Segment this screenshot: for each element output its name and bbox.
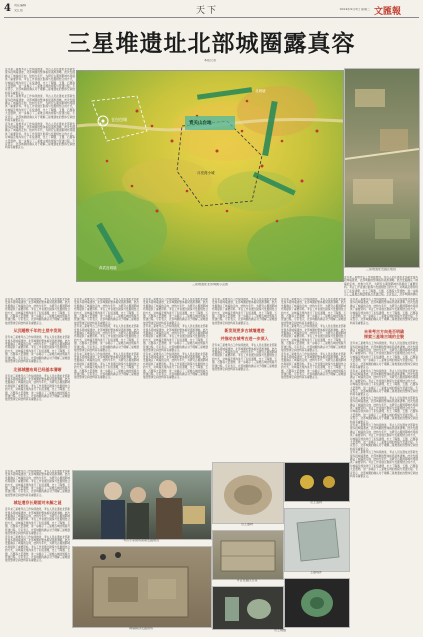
body-text: 近年来三星堆考古工作持续推进，考古人员在遗址北部新发现多段城墙遗迹，北部城圈的整体格局逐渐清晰。此次发掘确认了城墙的走向、结构与年代，为研究古蜀国都城布局提供了重要资料。考古工作者通过勘探与发掘相结合的方式，对城墙及壕沟进行了系统清理，出土了陶器、玉器、石器等大量遗物，进一步揭示了三星堆古城的规模与营建过程。专家表示，北部城圈的确认对于理解三星堆遗址的整体空间结构具有重要意义。	[74, 298, 139, 325]
body-text: 近年来三星堆考古工作持续推进，考古人员在遗址北部新发现多段城墙遗迹，北部城圈的整体格局逐渐清晰。此次发掘确认了城墙的走向、结构与年代，为研究古蜀国都城布局提供了重要资料。考古工作者通过勘探与发掘相结合的方式，对城墙及壕沟进行了系统清理，出土了陶器、玉器、石器等大量遗物，进一步揭示了三星堆古城的规模与营建过程。专家表示，北部城圈的确认对于理解三星堆遗址的整体空间结构具有重要意义。	[212, 344, 277, 372]
subheading: 并推动古城考古进一步深入	[220, 336, 269, 342]
artifact-graphic-1	[213, 463, 283, 523]
body-text: 近年来三星堆考古工作持续推进，考古人员在遗址北部新发现多段城墙遗迹，北部城圈的整体格局逐渐清晰。此次发掘确认了城墙的走向、结构与年代，为研究古蜀国都城布局提供了重要资料。考古工作者通过勘探与发掘相结合的方式，对城墙及壕沟进行了系统清理，出土了陶器、玉器、石器等大量遗物，进一步揭示了三星堆古城的规模与营建过程。专家表示，北部城圈的确认对于理解三星堆遗址的整体空间结构具有重要意义。	[350, 298, 418, 325]
masthead-logo: 文匯報	[374, 7, 402, 17]
section-title: 天下	[196, 6, 219, 16]
column-4	[212, 298, 277, 468]
byline: 本报记者	[203, 59, 216, 62]
header-left-info	[14, 4, 74, 8]
body-text: 近年来三星堆考古工作持续推进，考古人员在遗址北部新发现多段城墙遗迹，北部城圈的整体格局逐渐清晰。此次发掘确认了城墙的走向、结构与年代，为研究古蜀国都城布局提供了重要资料。考古工作者通过勘探与发掘相结合的方式，对城墙及壕沟进行了系统清理，出土了陶器、玉器、石器等大量遗物，进一步揭示了三星堆古城的规模与营建过程。专家表示，北部城圈的确认对于理解三星堆遗址的整体空间结构具有重要意义。	[212, 298, 277, 325]
header-left-info-2	[14, 9, 74, 13]
body-text: 近年来三星堆考古工作持续推进，考古人员在遗址北部新发现多段城墙遗迹，北部城圈的整体格局逐渐清晰。此次发掘确认了城墙的走向、结构与年代，为研究古蜀国都城布局提供了重要资料。考古工作者通过勘探与发掘相结合的方式，对城墙及壕沟进行了系统清理，出土了陶器、玉器、石器等大量遗物，进一步揭示了三星堆古城的规模与营建过程。专家表示，北部城圈的确认对于理解三星堆遗址的整体空间结构具有重要意义。	[143, 298, 208, 325]
body-text: 近年来三星堆考古工作持续推进，考古人员在遗址北部新发现多段城墙遗迹，北部城圈的整体格局逐渐清晰。此次发掘确认了城墙的走向、结构与年代，为研究古蜀国都城布局提供了重要资料。考古工作者通过勘探与发掘相结合的方式，对城墙及壕沟进行了系统清理，出土了陶器、玉器、石器等大量遗物，进一步揭示了三星堆古城的规模与营建过程。专家表示，北部城圈的确认对于理解三星堆遗址的整体空间结构具有重要意义。	[74, 352, 139, 380]
map-label-qingguanshan: 青关山台地	[189, 121, 212, 126]
map-label-cangbaobao: 仓包包城	[111, 117, 127, 122]
body-text: 近年来三星堆考古工作持续推进，考古人员在遗址北部新发现多段城墙遗迹，北部城圈的整体格局逐渐清晰。此次发掘确认了城墙的走向、结构与年代，为研究古蜀国都城布局提供了重要资料。考古工作者通过勘探与发掘相结合的方式，对城墙及壕沟进行了系统清理，出土了陶器、玉器、石器等大量遗物，进一步揭示了三星堆古城的规模与营建过程。专家表示，北部城圈的确认对于理解三星堆遗址的整体空间结构具有重要意义。	[5, 95, 75, 123]
subheading: 未来考古方向是否明确	[364, 329, 404, 335]
subheading: 北部城圈布局已经基本清晰	[13, 366, 62, 372]
body-text: 近年来三星堆考古工作持续推进，考古人员在遗址北部新发现多段城墙遗迹，北部城圈的整体格局逐渐清晰。此次发掘确认了城墙的走向、结构与年代，为研究古蜀国都城布局提供了重要资料。考古工作者通过勘探与发掘相结合的方式，对城墙及壕沟进行了系统清理，出土了陶器、玉器、石器等大量遗物，进一步揭示了三星堆古城的规模与营建过程。专家表示，北部城圈的确认对于理解三星堆遗址的整体空间结构具有重要意义。	[350, 342, 418, 370]
body-text: 近年来三星堆考古工作持续推进，考古人员在遗址北部新发现多段城墙遗迹，北部城圈的整体格局逐渐清晰。此次发掘确认了城墙的走向、结构与年代，为研究古蜀国都城布局提供了重要资料。考古工作者通过勘探与发掘相结合的方式，对城墙及壕沟进行了系统清理，出土了陶器、玉器、石器等大量遗物，进一步揭示了三星堆古城的规模与营建过程。专家表示，北部城圈的确认对于理解三星堆遗址的整体空间结构具有重要意义。	[5, 470, 70, 497]
subheading: 新发现更多古城墙遗迹	[224, 328, 265, 334]
map-graphic	[77, 71, 343, 281]
right-column-mid	[344, 276, 418, 296]
column-1-bottom	[5, 470, 70, 633]
photo-artifact-1	[212, 462, 284, 524]
body-text: 近年来三星堆考古工作持续推进，考古人员在遗址北部新发现多段城墙遗迹，北部城圈的整体格局逐渐清晰。此次发掘确认了城墙的走向、结构与年代，为研究古蜀国都城布局提供了重要资料。考古工作者通过勘探与发掘相结合的方式，对城墙及壕沟进行了系统清理，出土了陶器、玉器、石器等大量遗物，进一步揭示了三星堆古城的规模与营建过程。专家表示，北部城圈的确认对于理解三星堆遗址的整体空间结构具有重要意义。	[143, 325, 208, 353]
page-header	[0, 0, 423, 20]
map-caption: 三星堆遗址北部城圈示意图	[191, 283, 228, 286]
map-label-yueliangwan: 月亮湾小城	[197, 171, 215, 175]
aerial-caption: 三星堆遗址发掘区航拍	[365, 268, 396, 271]
photo-green-artifact	[284, 578, 350, 628]
map-label-zhenwugong: 真武宫城墙	[99, 266, 117, 270]
photo-excavation-pit	[72, 546, 212, 628]
subheading: 城址遗存长期面对未解之谜	[13, 500, 62, 506]
photo-caption-artifact-2: 出土遗物	[309, 501, 322, 504]
left-column-top	[5, 68, 75, 300]
photo-caption-artifact-1: 出土器物	[240, 523, 253, 526]
excavation-graphic	[73, 547, 211, 627]
headline: 三星堆遗址北部城圈露真容	[67, 30, 356, 57]
photo-jade	[284, 508, 350, 572]
column-2	[74, 298, 139, 468]
photo-caption-jade: 玉器残件	[309, 571, 322, 574]
body-text: 近年来三星堆考古工作持续推进，考古人员在遗址北部新发现多段城墙遗迹，北部城圈的整体格局逐渐清晰。此次发掘确认了城墙的走向、结构与年代，为研究古蜀国都城布局提供了重要资料。考古工作者通过勘探与发掘相结合的方式，对城墙及壕沟进行了系统清理，出土了陶器、玉器、石器等大量遗物，进一步揭示了三星堆古城的规模与营建过程。专家表示，北部城圈的确认对于理解三星堆遗址的整体空间结构具有重要意义。	[350, 396, 418, 424]
aerial-graphic	[345, 69, 419, 267]
body-text: 近年来三星堆考古工作持续推进，考古人员在遗址北部新发现多段城墙遗迹，北部城圈的整体格局逐渐清晰。此次发掘确认了城墙的走向、结构与年代，为研究古蜀国都城布局提供了重要资料。考古工作者通过勘探与发掘相结合的方式，对城墙及壕沟进行了系统清理，出土了陶器、玉器、石器等大量遗物，进一步揭示了三星堆古城的规模与营建过程。专家表示，北部城圈的确认对于理解三星堆遗址的整体空间结构具有重要意义。	[350, 451, 418, 479]
artifact-graphic-2	[285, 463, 349, 501]
jade-graphic	[285, 509, 349, 571]
header-editor-label: 责任编辑	[14, 4, 27, 7]
body-text: 近年来三星堆考古工作持续推进，考古人员在遗址北部新发现多段城墙遗迹，北部城圈的整体格局逐渐清晰。此次发掘确认了城墙的走向、结构与年代，为研究古蜀国都城布局提供了重要资料。考古工作者通过勘探与发掘相结合的方式，对城墙及壕沟进行了系统清理，出土了陶器、玉器、石器等大量遗物，进一步揭示了三星堆古城的规模与营建过程。专家表示，北部城圈的确认对于理解三星堆遗址的整体空间结构具有重要意义。	[350, 424, 418, 451]
site-overview-graphic	[213, 531, 283, 579]
column-1	[5, 298, 70, 468]
header-date: 2024年9月3日 星期二	[339, 8, 370, 11]
photo-site-overview	[212, 530, 284, 580]
photo-caption-experts: 考古专家现场查看发掘情况	[122, 539, 159, 542]
page-number: 4	[4, 3, 11, 14]
body-text: 近年来三星堆考古工作持续推进，考古人员在遗址北部新发现多段城墙遗迹，北部城圈的整体格局逐渐清晰。此次发掘确认了城墙的走向、结构与年代，为研究古蜀国都城布局提供了重要资料。考古工作者通过勘探与发掘相结合的方式，对城墙及壕沟进行了系统清理，出土了陶器、玉器、石器等大量遗物，进一步揭示了三星堆古城的规模与营建过程。专家表示，北部城圈的确认对于理解三星堆遗址的整体空间结构具有重要意义。	[74, 325, 139, 353]
photo-experts	[72, 470, 212, 540]
body-text: 近年来三星堆考古工作持续推进，考古人员在遗址北部新发现多段城墙遗迹，北部城圈的整体格局逐渐清晰。此次发掘确认了城墙的走向、结构与年代，为研究古蜀国都城布局提供了重要资料。考古工作者通过勘探与发掘相结合的方式，对城墙及壕沟进行了系统清理，出土了陶器、玉器、石器等大量遗物，进一步揭示了三星堆古城的规模与营建过程。专家表示，北部城圈的确认对于理解三星堆遗址的整体空间结构具有重要意义。	[5, 68, 75, 95]
site-map	[76, 70, 344, 282]
body-text: 近年来三星堆考古工作持续推进，考古人员在遗址北部新发现多段城墙遗迹，北部城圈的整体格局逐渐清晰。此次发掘确认了城墙的走向、结构与年代，为研究古蜀国都城布局提供了重要资料。考古工作者通过勘探与发掘相结合的方式，对城墙及壕沟进行了系统清理，出土了陶器、玉器、石器等大量遗物，进一步揭示了三星堆古城的规模与营建过程。专家表示，北部城圈的确认对于理解三星堆遗址的整体空间结构具有重要意义。	[350, 369, 418, 397]
experts-graphic	[73, 471, 211, 539]
body-text: 近年来三星堆考古工作持续推进，考古人员在遗址北部新发现多段城墙遗迹，北部城圈的整体格局逐渐清晰。此次发掘确认了城墙的走向、结构与年代，为研究古蜀国都城布局提供了重要资料。考古工作者通过勘探与发掘相结合的方式，对城墙及壕沟进行了系统清理，出土了陶器、玉器、石器等大量遗物，进一步揭示了三星堆古城的规模与营建过程。专家表示，北部城圈的确认对于理解三星堆遗址的整体空间结构具有重要意义。	[281, 352, 346, 380]
map-label-north-wall: 北城墙	[255, 89, 266, 93]
body-text: 近年来三星堆考古工作持续推进，考古人员在遗址北部新发现多段城墙遗迹，北部城圈的整体格局逐渐清晰。此次发掘确认了城墙的走向、结构与年代，为研究古蜀国都城布局提供了重要资料。考古工作者通过勘探与发掘相结合的方式，对城墙及壕沟进行了系统清理，出土了陶器、玉器、石器等大量遗物，进一步揭示了三星堆古城的规模与营建过程。专家表示，北部城圈的确认对于理解三星堆遗址的整体空间结构具有重要意义。	[5, 336, 70, 364]
column-3	[143, 298, 208, 468]
body-text: 近年来三星堆考古工作持续推进，考古人员在遗址北部新发现多段城墙遗迹，北部城圈的整体格局逐渐清晰。此次发掘确认了城墙的走向、结构与年代，为研究古蜀国都城布局提供了重要资料。考古工作者通过勘探与发掘相结合的方式，对城墙及壕沟进行了系统清理，出土了陶器、玉器、石器等大量遗物，进一步揭示了三星堆古城的规模与营建过程。专家表示，北部城圈的确认对于理解三星堆遗址的整体空间结构具有重要意义。	[281, 325, 346, 353]
photo-artifact-2	[284, 462, 350, 502]
subheading: 探索三星堆古城的全貌	[364, 334, 404, 340]
aerial-photo	[344, 68, 420, 268]
photo-caption-site-overview: 考古发掘区全景	[236, 579, 258, 582]
header-rule	[4, 17, 419, 18]
photo-caption-excavation: 城墙解剖发掘现场	[128, 627, 153, 630]
subheading: 从沉睡数千年的土层中发现	[13, 328, 62, 334]
photo-bronze	[212, 586, 284, 630]
body-text: 近年来三星堆考古工作持续推进，考古人员在遗址北部新发现多段城墙遗迹，北部城圈的整体格局逐渐清晰。此次发掘确认了城墙的走向、结构与年代，为研究古蜀国都城布局提供了重要资料。考古工作者通过勘探与发掘相结合的方式，对城墙及壕沟进行了系统清理，出土了陶器、玉器、石器等大量遗物，进一步揭示了三星堆古城的规模与营建过程。专家表示，北部城圈的确认	[344, 276, 418, 296]
photo-caption-bronze: 出土铜器	[273, 629, 286, 632]
bronze-graphic	[213, 587, 283, 629]
header-paper-label: 文汇报	[14, 9, 24, 12]
body-text: 近年来三星堆考古工作持续推进，考古人员在遗址北部新发现多段城墙遗迹，北部城圈的整体格局逐渐清晰。此次发掘确认了城墙的走向、结构与年代，为研究古蜀国都城布局提供了重要资料。考古工作者通过勘探与发掘相结合的方式，对城墙及壕沟进行了系统清理，出土了陶器、玉器、石器等大量遗物，进一步揭示了三星堆古城的规模与营建过程。专家表示，北部城圈的确认对于理解三星堆遗址的整体空间结构具有重要意义。	[5, 508, 70, 536]
green-artifact-graphic	[285, 579, 349, 627]
column-6	[350, 298, 418, 633]
body-text: 近年来三星堆考古工作持续推进，考古人员在遗址北部新发现多段城墙遗迹，北部城圈的整体格局逐渐清晰。此次发掘确认了城墙的走向、结构与年代，为研究古蜀国都城布局提供了重要资料。考古工作者通过勘探与发掘相结合的方式，对城墙及壕沟进行了系统清理，出土了陶器、玉器、石器等大量遗物，进一步揭示了三星堆古城的规模与营建过程。专家表示，北部城圈的确认对于理解三星堆遗址的整体空间结构具有重要意义。	[5, 122, 75, 150]
body-text: 近年来三星堆考古工作持续推进，考古人员在遗址北部新发现多段城墙遗迹，北部城圈的整体格局逐渐清晰。此次发掘确认了城墙的走向、结构与年代，为研究古蜀国都城布局提供了重要资料。考古工作者通过勘探与发掘相结合的方式，对城墙及壕沟进行了系统清理，出土了陶器、玉器、石器等大量遗物，进一步揭示了三星堆古城的规模与营建过程。专家表示，北部城圈的确认对于理解三星堆遗址的整体空间结构具有重要意义。	[5, 535, 70, 563]
body-text: 近年来三星堆考古工作持续推进，考古人员在遗址北部新发现多段城墙遗迹，北部城圈的整体格局逐渐清晰。此次发掘确认了城墙的走向、结构与年代，为研究古蜀国都城布局提供了重要资料。考古工作者通过勘探与发掘相结合的方式，对城墙及壕沟进行了系统清理，出土了陶器、玉器、石器等大量遗物，进一步揭示了三星堆古城的规模与营建过程。专家表示，北部城圈的确认对于理解三星堆遗址的整体空间结构具有重要意义。	[281, 298, 346, 325]
body-text: 近年来三星堆考古工作持续推进，考古人员在遗址北部新发现多段城墙遗迹，北部城圈的整体格局逐渐清晰。此次发掘确认了城墙的走向、结构与年代，为研究古蜀国都城布局提供了重要资料。考古工作者通过勘探与发掘相结合的方式，对城墙及壕沟进行了系统清理，出土了陶器、玉器、石器等大量遗物，进一步揭示了三星堆古城的规模与营建过程。专家表示，北部城圈的确认对于理解三星堆遗址的整体空间结构具有重要意义。	[143, 352, 208, 380]
body-text: 近年来三星堆考古工作持续推进，考古人员在遗址北部新发现多段城墙遗迹，北部城圈的整体格局逐渐清晰。此次发掘确认了城墙的走向、结构与年代，为研究古蜀国都城布局提供了重要资料。考古工作者通过勘探与发掘相结合的方式，对城墙及壕沟进行了系统清理，出土了陶器、玉器、石器等大量遗物，进一步揭示了三星堆古城的规模与营建过程。专家表示，北部城圈的确认对于理解三星堆遗址的整体空间结构具有重要意义。	[5, 374, 70, 402]
column-5	[281, 298, 346, 468]
body-text: 近年来三星堆考古工作持续推进，考古人员在遗址北部新发现多段城墙遗迹，北部城圈的整体格局逐渐清晰。此次发掘确认了城墙的走向、结构与年代，为研究古蜀国都城布局提供了重要资料。考古工作者通过勘探与发掘相结合的方式，对城墙及壕沟进行了系统清理，出土了陶器、玉器、石器等大量遗物，进一步揭示了三星堆古城的规模与营建过程。专家表示，北部城圈的确认对于理解三星堆遗址的整体空间结构具有重要意义。	[5, 298, 70, 325]
